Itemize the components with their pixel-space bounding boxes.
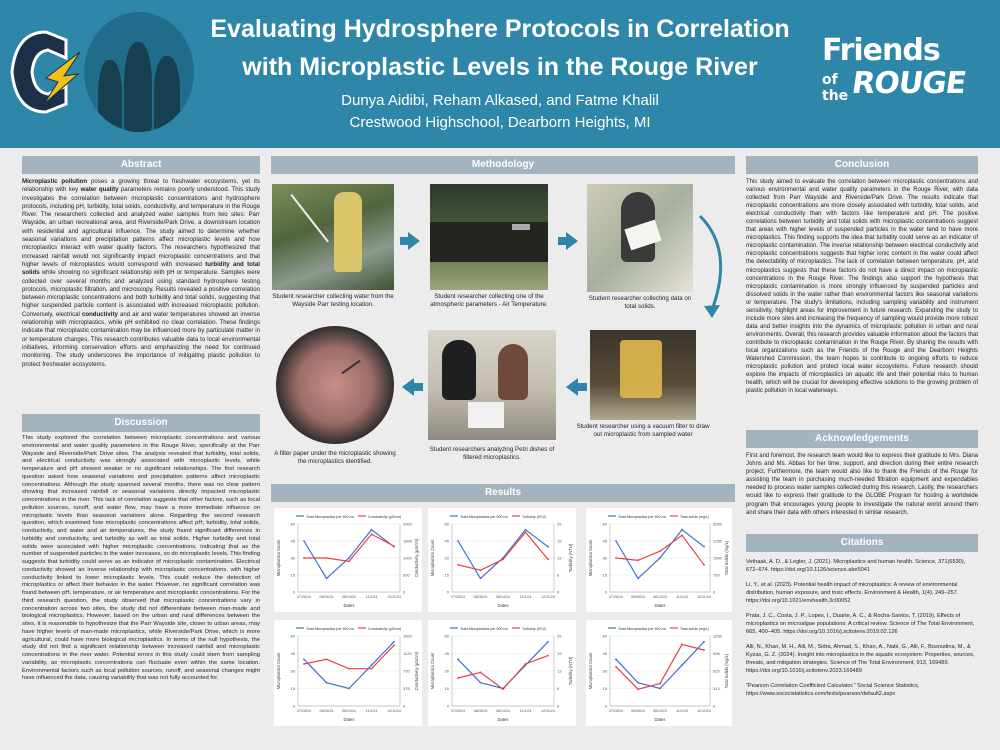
- x-tick-label: 08/05/24: [631, 709, 645, 713]
- data-point: [681, 644, 683, 646]
- data-point: [303, 557, 305, 559]
- y-axis-title: Microplastics Count: [430, 539, 435, 577]
- y-tick-label: 45: [602, 651, 607, 656]
- y2-tick-label: 19: [557, 651, 562, 656]
- y2-tick-label: 13: [557, 555, 562, 561]
- curved-arrow-icon: [690, 210, 736, 322]
- chart-svg: [586, 620, 732, 726]
- y2-tick-label: 19: [557, 538, 562, 544]
- x-tick-label: 12/11/24: [387, 709, 401, 713]
- abstract-part-1: poses a growing threat to freshwater ecosystems, yet its relationship with key: [22, 178, 260, 194]
- result-chart: [586, 508, 732, 612]
- data-point: [615, 666, 617, 668]
- data-point: [525, 663, 527, 665]
- data-point: [525, 531, 527, 533]
- y-tick-label: 0: [446, 703, 449, 709]
- abstract-text: [22, 178, 260, 369]
- y-axis-title: Microplastics Count: [588, 652, 593, 690]
- y-tick-label: 15: [602, 572, 607, 578]
- author-block: [190, 90, 810, 134]
- data-point: [303, 663, 305, 665]
- conclusion-panel: [746, 156, 978, 395]
- data-point: [326, 557, 328, 559]
- data-point: [348, 668, 350, 670]
- y-tick-label: 30: [602, 668, 607, 674]
- data-point: [615, 557, 617, 559]
- y2-tick-label: 1500: [403, 633, 412, 639]
- data-point: [659, 550, 661, 552]
- y2-tick-label: 1125: [403, 651, 412, 656]
- series-line: [458, 530, 548, 579]
- x-axis-title: Dates: [654, 603, 666, 608]
- data-point: [615, 658, 617, 660]
- caption-2: Student researcher collecting one of the atmospheric parameters - Air Temperature.: [430, 293, 548, 308]
- caption-5: Student researchers analyzing Petri dishes of filtered microplastics.: [429, 446, 555, 461]
- caption-3: Student researcher collecting data on total solids.: [588, 295, 692, 310]
- data-point: [348, 557, 350, 559]
- series-line: [616, 644, 704, 689]
- citation-item: "Pearson Correlation Coefficient Calculator." Social Science Statistics, https://www.socscistatistics.com/tests/pearson/default2.aspx: [746, 683, 920, 697]
- arrow-left-icon: [566, 378, 578, 396]
- y-tick-label: 0: [292, 589, 295, 595]
- title-line-2: with Microplastic Levels in the Rouge River: [242, 53, 758, 81]
- data-point: [637, 688, 639, 690]
- series-line: [304, 642, 394, 689]
- photo-filter-paper: [276, 326, 394, 444]
- result-chart: [428, 620, 576, 726]
- result-chart: [428, 508, 576, 612]
- y2-tick-label: 313: [713, 686, 720, 691]
- series-line: [304, 530, 394, 579]
- data-point: [348, 688, 350, 690]
- arrow-left-icon: [402, 378, 414, 396]
- data-point: [326, 658, 328, 660]
- y-tick-label: 15: [290, 686, 295, 691]
- x-tick-label: 11/1/24: [365, 595, 378, 599]
- legend-label: Total Microplastics per 500 mL: [306, 515, 355, 519]
- data-point: [371, 668, 373, 670]
- x-axis-title: Dates: [654, 717, 666, 722]
- y2-tick-label: 25: [557, 633, 562, 639]
- school: Crestwood Highschool, Dearborn Heights, MI: [349, 114, 651, 131]
- photo-petri-dishes: [428, 330, 556, 440]
- caption-1: Student researcher collecting water from the Wayside Parr testing location.: [272, 293, 394, 308]
- data-point: [348, 561, 350, 563]
- poster-header: [0, 0, 1000, 148]
- results-heading: Results: [271, 484, 735, 502]
- citation-item: Li, Y., et al. (2023). Potential health impact of microplastics: A review of environmental distribution, human exposure, and toxic effects. Environment & Health, 1(4), 249–257. https://doi.org/10.1021/envhealth.3c00052: [746, 582, 959, 604]
- x-tick-label: 11/1/24: [676, 709, 688, 713]
- y2-tick-label: 0: [403, 589, 406, 595]
- data-point: [547, 655, 549, 657]
- y-tick-label: 30: [444, 555, 449, 561]
- x-tick-label: 08/05/24: [319, 709, 334, 713]
- x-tick-label: 07/26/24: [297, 595, 311, 599]
- y-tick-label: 30: [602, 555, 607, 561]
- x-tick-label: 08/05/24: [473, 709, 488, 713]
- legend-label: Total Microplastics per 500 mL: [460, 627, 509, 631]
- y2-tick-label: 6: [557, 572, 560, 578]
- data-point: [371, 664, 373, 666]
- x-tick-label: 08/05/24: [319, 595, 334, 599]
- x-tick-label: 12/11/24: [541, 709, 555, 713]
- caption-6: Student researcher using a vacuum filter to draw out microplastic from sampled water: [576, 423, 710, 438]
- y-tick-label: 30: [290, 668, 295, 674]
- series-line: [458, 642, 548, 689]
- y2-tick-label: 375: [403, 686, 410, 691]
- y2-tick-label: 625: [713, 668, 720, 674]
- acknowledgements-text: First and foremost, the research team would like to express their gratitude to Mrs. Diana Johns and Ms. Abbas for her time, support, and direction during their entire research project. Furthermore, the team would also like to thank the Friends of the Rouge for assisting the team in purchasing much-needed filtration equipment and expendables needed to process water samples collected during this research. Lastly, the researchers would like to express their gratitude to the GLOBE Program for hosting a worldwide program that encourages young people to investigate the natural world around them and share their data with others interested in similar research.: [746, 453, 978, 516]
- abstract-bold-1: Microplastic pollution: [22, 178, 88, 185]
- data-point: [637, 578, 639, 580]
- y2-tick-label: 0: [713, 703, 716, 709]
- series-line: [304, 645, 394, 668]
- title-line-1: Evaluating Hydrosphere Protocols in Correlation: [210, 15, 790, 43]
- x-tick-label: 07/26/24: [609, 595, 623, 599]
- y-tick-label: 15: [290, 572, 295, 578]
- citation-item: Vethaak, A. D., & Legler, J. (2021). Microplastics and human health. Science, 371(6530), 672–674. https://doi.org/10.1126/science.abe5041: [746, 559, 966, 573]
- y-tick-label: 0: [446, 589, 449, 595]
- series-line: [616, 535, 704, 565]
- photo-total-solids: [587, 184, 693, 292]
- y2-tick-label: 1250: [713, 633, 722, 639]
- data-point: [525, 529, 527, 531]
- legend-label: Conductivity (µS/cm): [368, 515, 402, 519]
- y2-tick-label: 2250: [713, 538, 722, 544]
- arrow-right-icon: [566, 232, 578, 250]
- data-point: [480, 578, 482, 580]
- x-axis-title: Dates: [497, 603, 509, 608]
- y-tick-label: 30: [444, 668, 449, 674]
- y-tick-label: 45: [290, 651, 295, 656]
- y-axis-title: Microplastics Count: [588, 539, 593, 577]
- y-tick-label: 45: [444, 538, 449, 544]
- data-point: [547, 546, 549, 548]
- data-point: [659, 683, 661, 685]
- y2-axis-title: Total Solids (mg/L): [724, 540, 729, 576]
- data-point: [547, 641, 549, 643]
- x-tick-label: 11/1/24: [676, 595, 688, 599]
- photo-air-temperature: [430, 184, 548, 290]
- data-point: [393, 644, 395, 646]
- photo-vacuum-filter: [590, 330, 696, 420]
- data-point: [303, 658, 305, 660]
- legend-label: Total solids (mg/L): [680, 515, 710, 519]
- abstract-panel: [22, 156, 260, 369]
- team-photo: [84, 12, 194, 132]
- data-point: [393, 545, 395, 547]
- data-point: [681, 534, 683, 536]
- x-tick-label: 12/11/24: [697, 595, 711, 599]
- legend-label: Total Microplastics per 500 mL: [618, 515, 667, 519]
- abstract-bold-4: conductivity: [81, 310, 118, 318]
- friends-of-the-rouge-logo: [822, 33, 992, 104]
- data-point: [547, 558, 549, 560]
- data-point: [480, 682, 482, 684]
- discussion-text: This study explored the correlation between microplastic concentrations and various environmental and water quality parameters in the Rouge River, specifically at the Parr Wayside and Riverside/Park Drive sites. The analysis revealed that turbidity, total solids, and electrical conductivity was strongly associated with microplastic levels, while temperature and pH showed weaker or no significant relationships. The first research question asked how seasonal variations and precipitation patterns affect microplastic concentrations. Although the study spanned several months, there was no clear pattern showing that increased rainfall or seasonal variations directly impacted microplastic concentrations in the river. This lack of correlation suggests that other factors, such as local pollution sources, runoff, and water flow, may have a more immediate influence on microplastic levels than seasonal variations alone. Regarding the second research question, which examined how microplastic concentrations affect pH, turbidity, total solids, conductivity, and water and air temperatures, the study found significant differences in turbidity and conductivity, and turbidity as well as total solids. Higher turbidity and total solids were associated with higher microplastic concentrations, indicating that as the number of suspended particles in the water increases, so do microplastic levels. This finding suggests that turbidity could serve as an indicator of microplastic contamination. Electrical conductivity showed an inverse relationship with microplastic concentrations, with higher conductivity linked to lower microplastic levels. This could reduce the detection of microplastics or affect their behavior in the water. However, no significant correlation was found between pH, temperature, or air temperature and microplastic concentrations. For the third research question, the study observed that microplastic concentrations vary in concentration across two sites, the study did not differentiate between man-made and biological microplastics. However, based on the urban and rural differences between the sites, it is reasonable to hypothesize that the Parr Wayside site, closer to urban areas, may have higher levels of man-made microplastics, while Riverside/Park Drive, which is more agricultural, could have more biological microplastics. In terms of the null hypothesis, the study did not find a significant relationship between increased rainfall and microplastic concentrations in the river water. Potential errors in this study could stem from sampling variability, as microplastic concentrations can fluctuate even within the same location. Environmental factors such as local pollution sources, runoff, and seasonal changes might have influenced the data, causing variability that was not fully accounted for.: [22, 435, 260, 682]
- y2-axis-title: Conductivity (µS/cm): [414, 651, 419, 691]
- x-tick-label: 12/11/24: [387, 595, 401, 599]
- x-tick-label: 07/26/24: [451, 709, 465, 713]
- result-chart: [274, 620, 422, 726]
- x-tick-label: 08/05/24: [473, 595, 488, 599]
- legend-label: Turbidity (NTU): [522, 627, 547, 631]
- y-axis-title: Microplastics Count: [276, 652, 281, 690]
- y2-tick-label: 1000: [403, 555, 412, 561]
- data-point: [502, 688, 504, 690]
- y-tick-label: 60: [444, 521, 449, 527]
- discussion-panel: [22, 414, 260, 683]
- y2-tick-label: 750: [713, 572, 720, 578]
- chart-svg: [274, 620, 422, 726]
- poster-title: [190, 10, 810, 86]
- data-point: [480, 569, 482, 571]
- y-tick-label: 60: [444, 633, 449, 639]
- data-point: [637, 682, 639, 684]
- data-point: [703, 649, 705, 651]
- y-tick-label: 0: [604, 589, 607, 595]
- y-tick-label: 30: [290, 555, 295, 561]
- x-tick-label: 08/14/24: [496, 709, 510, 713]
- y-tick-label: 60: [290, 633, 295, 639]
- x-tick-label: 11/1/24: [519, 595, 532, 599]
- y-tick-label: 0: [604, 703, 607, 709]
- citations-panel: [746, 534, 978, 705]
- x-axis-title: Dates: [343, 717, 355, 722]
- legend-label: Conductivity (µS/cm): [368, 627, 402, 631]
- y-tick-label: 60: [602, 633, 607, 639]
- legend-label: Total Microplastics per 500 mL: [618, 627, 667, 631]
- y-tick-label: 15: [602, 686, 607, 691]
- series-line: [616, 642, 704, 689]
- y-tick-label: 60: [602, 521, 607, 527]
- conclusion-text: This study aimed to evaluate the correlation between microplastic concentrations and various environmental and water quality parameters in the Rouge River, with data collected from Parr Wayside and Riverside/Park Drive. The results indicate that microplastic concentrations are more closely associated with turbidity, total solids, and electrical conductivity than with factors like temperature and pH. The positive correlations between turbidity and total solids with microplastic concentrations suggest that areas with higher levels of suspended particles in the water tend to have more microplastics. This finding supports the idea that turbidity could serve as an indicator of microplastic contamination. The inverse relationship between electrical conductivity and microplastic concentrations suggests that higher ionic content in the water could affect the detectability of microplastics. The lack of correlation between temperature, pH, and microplastics suggests that these factors do not have a direct impact on microplastic concentrations in the Rouge River. The findings also support the hypothesis that microplastic contamination is more strongly influenced by suspended particles and dissolved solids in the water rather than environmental factors like seasonal variations or temperature. The study's limitations, including sampling variability and instrument sensitivity, highlight areas for improvement in future research. Expanding the study to include more sites and increasing the frequency of sampling would provide more robust data and better insights into the dynamics of microplastic pollution in urban and rural environments. Overall, this research provides valuable information about the factors that contribute to microplastic contamination in the Rouge River. By sharing the results with local organizations such as the Friends of the Rouge and the Dearborn Heights Watershed Commission, the team hopes to contribute to ongoing efforts to reduce microplastic pollution and protect local water ecosystems. Future research should explore the impacts of microplastics on aquatic life and their potential risks to human health, which will be crucial for developing effective solutions to the growing problem of plastic pollution in local waterways.: [746, 179, 978, 395]
- citation-list: [746, 558, 978, 698]
- legend-label: Turbidity (NTU): [522, 515, 547, 519]
- abstract-part-2: parameters remains poorly understood. This study investigates the correlation between microplastic concentrations and hydrosphere protocols, including pH, turbidity, total solids, conductivity, and temperature in the Rouge River. The researchers collected and analyzed water samples from two sites: Parr Wayside, an urban recreational area, and Riverside/Park Drive, a downstream location with residential and agricultural influence. The study aimed to determine whether seasonal variations and precipitation patterns affect microplastic levels and how microplastics interact with water quality factors. The researchers hypothesized that increased rainfall would not significantly impact microplastic concentrations and that higher levels of microplastics would correspond with increased: [22, 186, 260, 268]
- x-tick-label: 12/11/24: [697, 709, 711, 713]
- y2-axis-title: Conductivity (µS/cm): [414, 538, 419, 578]
- y2-tick-label: 0: [557, 589, 560, 595]
- logo-of-the: of the: [822, 72, 849, 104]
- y2-tick-label: 938: [713, 651, 720, 656]
- data-point: [303, 540, 305, 542]
- data-point: [681, 529, 683, 531]
- x-tick-label: 07/26/24: [451, 595, 465, 599]
- x-axis-title: Dates: [497, 717, 509, 722]
- x-tick-label: 08/14/24: [653, 709, 667, 713]
- series-line: [616, 530, 704, 579]
- citation-item: Alli, N., Khan, M. H., Alli, M., Sidra, Ahmad, S., Khan, A., Nabi, G., Alli, F., Bosnudina, M., & Kyzas, G. Z. (2024). Insight into microplastics in the aquatic ecosystem: Properties, sources, threats, and mitigation strategies. Science of The Total Environment, 913, 169489. https://doi.org/10.1016/j.scitotenv.2023.169489: [746, 644, 975, 674]
- results-panel: [271, 484, 735, 502]
- y2-axis-title: Turbidity (NTU): [568, 543, 573, 573]
- data-point: [681, 664, 683, 666]
- y2-axis-title: Turbidity (NTU): [568, 656, 573, 686]
- y2-tick-label: 1500: [403, 538, 412, 544]
- crestwood-c-logo-icon: [6, 22, 82, 122]
- methodology-heading: Methodology: [271, 156, 735, 174]
- y-tick-label: 15: [444, 686, 449, 691]
- y2-tick-label: 0: [713, 589, 716, 595]
- y2-tick-label: 3000: [713, 521, 722, 527]
- logo-friends: Friends: [822, 33, 940, 68]
- data-point: [326, 682, 328, 684]
- result-chart: [586, 620, 732, 726]
- discussion-heading: Discussion: [22, 414, 260, 432]
- x-tick-label: 08/05/24: [631, 595, 645, 599]
- abstract-heading: Abstract: [22, 156, 260, 174]
- y2-tick-label: 25: [557, 521, 562, 527]
- y2-tick-label: 13: [557, 668, 562, 674]
- y2-tick-label: 750: [403, 668, 410, 674]
- x-tick-label: 07/26/24: [609, 709, 623, 713]
- x-tick-label: 08/14/24: [342, 595, 356, 599]
- x-tick-label: 11/1/24: [519, 709, 532, 713]
- data-point: [703, 546, 705, 548]
- data-point: [457, 540, 459, 542]
- result-chart: [274, 508, 422, 612]
- conclusion-heading: Conclusion: [746, 156, 978, 174]
- data-point: [371, 533, 373, 535]
- y-tick-label: 15: [444, 572, 449, 578]
- chart-svg: [428, 620, 576, 726]
- photo-collecting-water: [272, 184, 394, 290]
- y-tick-label: 45: [290, 538, 295, 544]
- chart-svg: [586, 508, 732, 612]
- y2-tick-label: 1500: [713, 555, 722, 561]
- y-tick-label: 60: [290, 521, 295, 527]
- data-point: [393, 641, 395, 643]
- data-point: [659, 688, 661, 690]
- y2-tick-label: 6: [557, 686, 560, 691]
- y2-tick-label: 2000: [403, 521, 412, 527]
- abstract-bold-2: water quality: [80, 186, 119, 194]
- x-axis-title: Dates: [343, 603, 355, 608]
- data-point: [703, 564, 705, 566]
- data-point: [703, 641, 705, 643]
- data-point: [457, 658, 459, 660]
- y2-axis-title: Total Solids (mg/L): [724, 653, 729, 689]
- data-point: [326, 578, 328, 580]
- x-tick-label: 12/11/24: [541, 595, 555, 599]
- caption-4: A filter paper under the microplastic showing the microplastics identified.: [274, 450, 396, 465]
- abstract-bold-3: turbidity and total solids: [22, 260, 260, 277]
- legend-label: Total Microplastics per 500 mL: [306, 627, 355, 631]
- x-tick-label: 08/14/24: [342, 709, 356, 713]
- data-point: [457, 564, 459, 566]
- x-tick-label: 11/1/24: [365, 709, 378, 713]
- data-point: [457, 677, 459, 679]
- data-point: [615, 540, 617, 542]
- citations-heading: Citations: [746, 534, 978, 552]
- legend-label: Total Microplastics per 500 mL: [460, 515, 509, 519]
- abstract-part-3: while showing no significant relationship with pH or temperature. Samples were collected over several months and analyzed using standard hydrosphere testing protocols, microplastic filtration, and microscopy. Results revealed a positive correlation between microplastic concentrations and both turbidity and total solids, suggesting that higher suspended particle content is associated with increased microplastic pollution. Conversely, electrical: [22, 269, 260, 318]
- arrow-right-icon: [408, 232, 420, 250]
- y-axis-title: Microplastics Count: [430, 652, 435, 690]
- y-tick-label: 45: [444, 651, 449, 656]
- data-point: [659, 557, 661, 559]
- data-point: [480, 672, 482, 674]
- y-axis-title: Microplastics Count: [276, 539, 281, 577]
- y-tick-label: 45: [602, 538, 607, 544]
- acknowledgements-heading: Acknowledgements: [746, 430, 978, 448]
- chart-svg: [274, 508, 422, 612]
- x-tick-label: 07/26/24: [297, 709, 311, 713]
- y2-tick-label: 500: [403, 572, 410, 578]
- citation-item: Prata, J. C., Costa, J. P., Lopes, I., Duarte, A. C., & Rocha-Santos, T. (2019). Effects of microplastics on microalgae populations: A critical review. Science of The Total Environment, 665, 400–405. https://doi.org/10.1016/j.scitotenv.2019.02.126: [746, 613, 975, 635]
- abstract-part-4: and air and water temperatures showed an inverse relationship with microplastics, while pH exhibited no clear correlation. These findings indicate that microplastic contamination may be influenced more by particulate matter in or temperature changes. This research contributes valuable data to local environmental initiatives, informing conservation efforts and emphasizing the need for continued monitoring. The study underscores the importance of mitigating plastic pollution to protect freshwater ecosystems.: [22, 310, 260, 368]
- series-line: [458, 656, 548, 690]
- legend-label: Total solids (mg/L): [680, 627, 710, 631]
- y2-tick-label: 0: [403, 703, 406, 709]
- y2-tick-label: 0: [557, 703, 560, 709]
- x-tick-label: 08/14/24: [653, 595, 667, 599]
- data-point: [502, 558, 504, 560]
- data-point: [371, 529, 373, 531]
- data-point: [637, 559, 639, 561]
- acknowledgements-panel: [746, 430, 978, 517]
- y-tick-label: 0: [292, 703, 295, 709]
- chart-svg: [428, 508, 576, 612]
- x-tick-label: 08/14/24: [496, 595, 510, 599]
- authors: Dunya Aidibi, Reham Alkased, and Fatme Khalil: [341, 92, 659, 109]
- logo-rouge: ROUGE: [849, 66, 968, 101]
